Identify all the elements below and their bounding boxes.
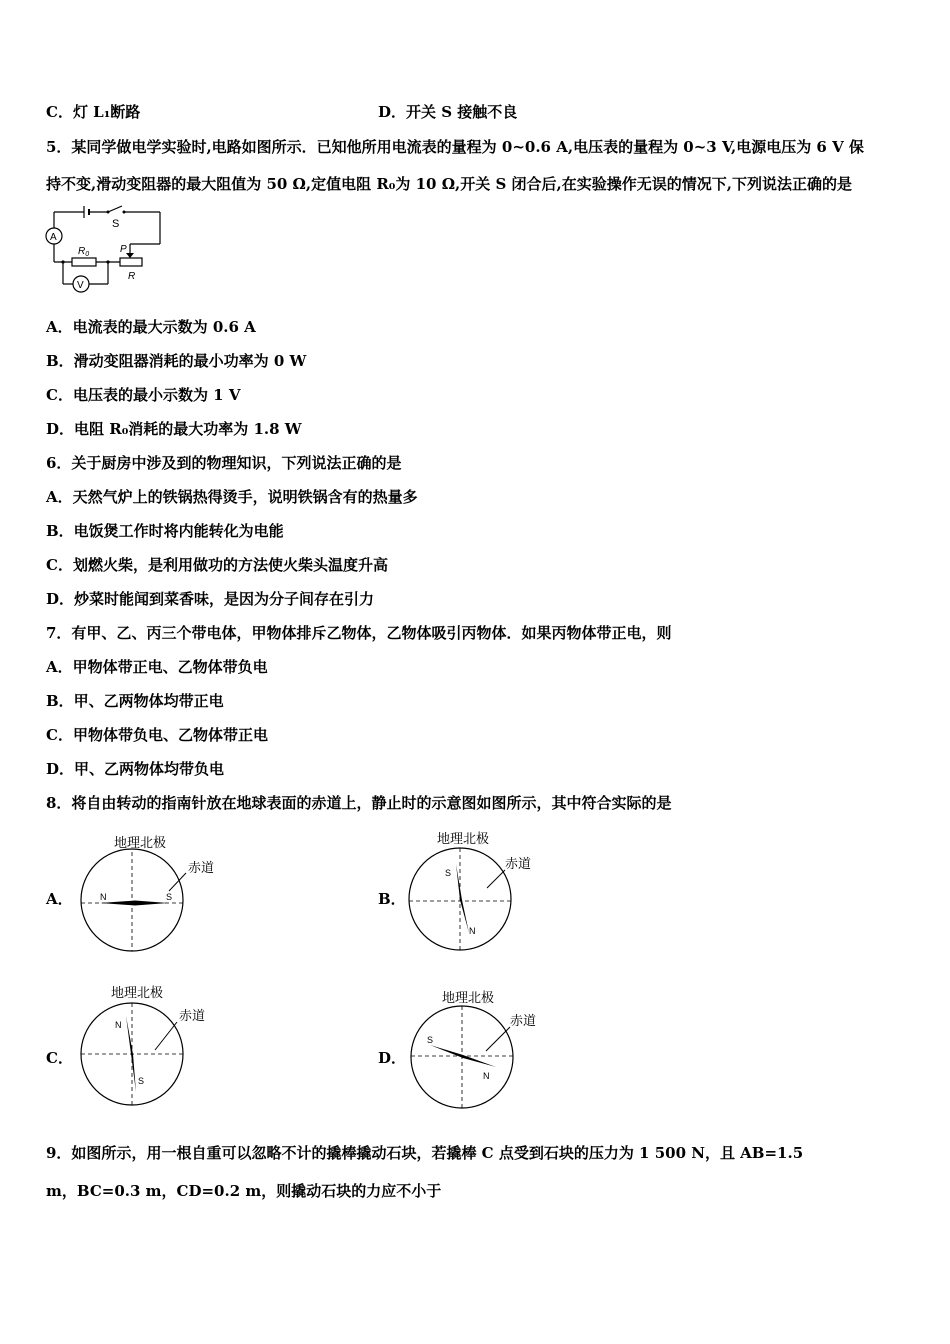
- q9-stem-line2: m，BC=0.3 m，CD=0.2 m，则撬动石块的力应不小于: [46, 1182, 442, 1200]
- switch-blade: [108, 206, 122, 212]
- svg-text:S: S: [445, 868, 452, 878]
- q8-figure-c: [75, 980, 225, 1114]
- q7-option-d: D．甲、乙两物体均带负电: [46, 760, 225, 778]
- q5-option-a: A．电流表的最大示数为 0.6 A: [46, 318, 256, 336]
- prev-option-c: C．灯 L₁断路: [46, 103, 141, 121]
- q7-option-b: B．甲、乙两物体均带正电: [46, 692, 224, 710]
- svg-text:N: N: [100, 892, 107, 902]
- q8-figure-d: [408, 985, 558, 1119]
- compass-needle-c: [126, 1016, 136, 1092]
- q8-figure-b: [405, 826, 555, 960]
- q5-option-c: C．电压表的最小示数为 1 V: [46, 386, 241, 404]
- svg-text:S: S: [138, 1076, 145, 1086]
- switch-label: S: [112, 218, 120, 230]
- slider-arrow: [126, 253, 134, 258]
- q6-option-a: A．天然气炉上的铁锅热得烫手，说明铁锅含有的热量多: [46, 488, 418, 506]
- rheostat-label: R: [128, 271, 136, 282]
- q8-figa-letter: A．: [46, 890, 73, 908]
- svg-text:赤道: 赤道: [510, 1013, 537, 1028]
- q9-stem-line1: 9．如图所示，用一根自重可以忽略不计的撬棒撬动石块，若撬棒 C 点受到石块的压力为 1 500 N，且 AB=1.5: [46, 1144, 804, 1162]
- rheostat: [120, 258, 142, 266]
- r0-label: $R_0$: [78, 246, 90, 258]
- svg-text:N: N: [115, 1020, 122, 1030]
- q8-figd-letter: D．: [378, 1049, 407, 1067]
- svg-text:地理北极: 地理北极: [442, 990, 495, 1005]
- voltmeter-label: V: [77, 280, 84, 291]
- prev-option-d: D．开关 S 接触不良: [378, 103, 518, 121]
- q5-circuit-diagram: [40, 200, 170, 304]
- compass-needle-b: [456, 864, 469, 933]
- svg-text:S: S: [166, 892, 173, 902]
- svg-text:赤道: 赤道: [179, 1008, 206, 1023]
- q8-figure-a: [80, 830, 230, 964]
- q8-figb-letter: B．: [378, 890, 406, 908]
- svg-text:S: S: [427, 1035, 434, 1045]
- q5-option-b: B．滑动变阻器消耗的最小功率为 0 W: [46, 352, 307, 370]
- compass-needle-a: [100, 901, 168, 906]
- q6-option-c: C．划燃火柴，是利用做功的方法使火柴头温度升高: [46, 556, 388, 574]
- q5-stem-line1: 5．某同学做电学实验时,电路如图所示．已知他所用电流表的量程为 0~0.6 A,电压表的量程为 0~3 V,电源电压为 6 V 保: [46, 138, 864, 156]
- q5-option-d: D．电阻 R₀消耗的最大功率为 1.8 W: [46, 420, 302, 438]
- svg-text:N: N: [483, 1071, 490, 1081]
- q5-stem-line2: 持不变,滑动变阻器的最大阻值为 50 Ω,定值电阻 R₀为 10 Ω,开关 S 闭合后,在实验操作无误的情况下,下列说法正确的是: [46, 175, 852, 193]
- resistor-r0: [72, 258, 96, 266]
- q7-option-a: A．甲物体带正电、乙物体带负电: [46, 658, 268, 676]
- q7-stem: 7．有甲、乙、丙三个带电体，甲物体排斥乙物体，乙物体吸引丙物体．如果丙物体带正电，则: [46, 624, 672, 642]
- svg-text:赤道: 赤道: [188, 860, 215, 875]
- q8-figc-letter: C．: [46, 1049, 73, 1067]
- q6-option-b: B．电饭煲工作时将内能转化为电能: [46, 522, 284, 540]
- q7-option-c: C．甲物体带负电、乙物体带正电: [46, 726, 268, 744]
- q8-stem: 8．将自由转动的指南针放在地球表面的赤道上，静止时的示意图如图所示，其中符合实际的是: [46, 794, 672, 812]
- svg-text:地理北极: 地理北极: [437, 831, 490, 846]
- ammeter-label: A: [50, 232, 57, 243]
- svg-text:地理北极: 地理北极: [111, 985, 164, 1000]
- slider-label: P: [120, 244, 127, 255]
- svg-text:地理北极: 地理北极: [114, 835, 167, 850]
- q6-option-d: D．炒菜时能闻到菜香味，是因为分子间存在引力: [46, 590, 375, 608]
- svg-text:赤道: 赤道: [505, 856, 532, 871]
- q6-stem: 6．关于厨房中涉及到的物理知识，下列说法正确的是: [46, 454, 402, 472]
- svg-text:N: N: [469, 926, 476, 936]
